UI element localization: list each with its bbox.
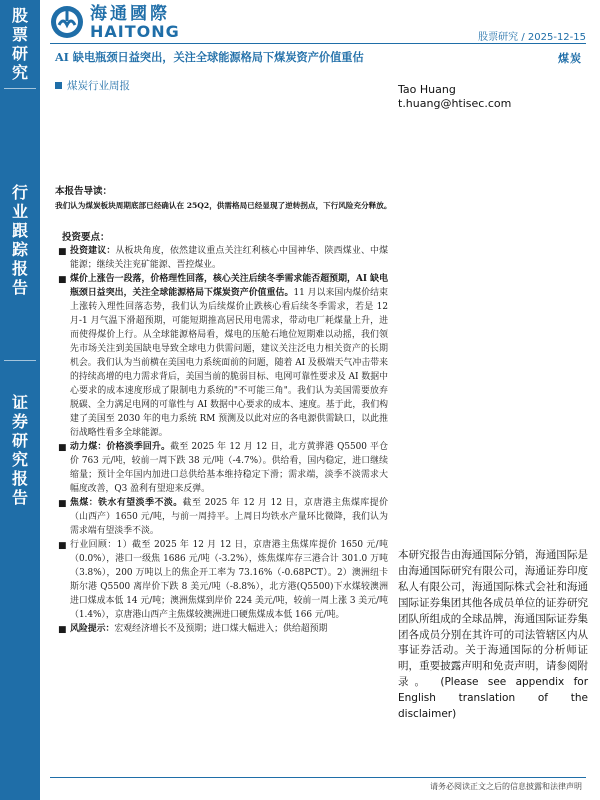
logo-en-text: HAITONG — [90, 21, 180, 41]
haitong-logo-icon — [50, 5, 84, 39]
bullet-icon: ■ — [58, 625, 67, 635]
haitong-logo — [50, 4, 180, 40]
sidebar-char: 究 — [11, 63, 28, 82]
point-text: 行业回顾：1）截至 2025 年 12 月 12 日，京唐港主焦煤库提价 1650 元/吨（0.0%），港口一级焦 1686 元/吨（-3.2%），炼焦煤库存三港合计 301.0 万吨（3.8%），200 万吨以上的焦企开工率为 73.16%（-0.68PCT）。2）澳洲纽卡斯尔港 Q5500 离岸价下跌 8 美元/吨（-8.8%），北方港(Q5500)下水煤较澳洲进口煤成本低 14 元/吨；澳洲焦煤到岸价 224 美元/吨，较前一周上涨 3 美元/吨（1.4%），京唐港山西产主焦煤较澳洲进口硬焦煤成本低 166 元/吨。 — [70, 540, 388, 620]
key-points-list — [58, 244, 388, 636]
report-type-date: 股票研究 / 2025-12-15 — [478, 32, 586, 43]
sidebar-char: 告 — [11, 488, 28, 507]
sidebar-label-securities-report — [0, 393, 40, 507]
point-lead: 焦煤：铁水有望淡季不淡。 — [70, 498, 183, 508]
point-text: 从板块角度，依然建议重点关注红利核心中国神华、陕西煤业、中煤能源；继续关注兖矿能源、晋控煤业。 — [70, 246, 389, 270]
sidebar-char: 行 — [11, 183, 28, 202]
sidebar-char: 业 — [11, 202, 28, 221]
list-item — [58, 272, 388, 440]
sidebar-char: 告 — [11, 278, 28, 297]
report-title: AI 缺电瓶颈日益突出，关注全球能源格局下煤炭资产价值重估 — [55, 50, 364, 64]
point-lead: 投资建议： — [70, 246, 116, 256]
sidebar-char: 究 — [11, 450, 28, 469]
list-item — [58, 496, 388, 538]
point-text: 截至 2025 年 12 月 12 日，京唐港主焦煤库提价（山西产）1650 元/吨，与前一周持平。上周日均铁水产量环比微降，我们认为需求端有望淡季不淡。 — [70, 498, 388, 536]
footer-note: 请务必阅读正文之后的信息披露和法律声明 — [430, 782, 582, 791]
sidebar-divider — [4, 360, 36, 361]
bullet-icon: ■ — [58, 275, 67, 285]
guide-text: 我们认为煤炭板块周期底部已经确认在 25Q2，供需格局已经显现了逆转拐点，下行风险充分释放。 — [55, 201, 392, 210]
left-sidebar — [0, 0, 40, 800]
analyst-email[interactable]: t.huang@htisec.com — [398, 97, 512, 110]
sidebar-char: 券 — [11, 412, 28, 431]
sidebar-label-stock-research — [0, 6, 40, 82]
sidebar-char: 票 — [11, 25, 28, 44]
logo-cn-text: 海通國際 — [90, 3, 170, 24]
list-item — [58, 440, 388, 496]
bullet-icon: ■ — [58, 499, 67, 509]
disclaimer-en: (Please see appendix for English translation of the disclaimer) — [398, 676, 589, 721]
footer-divider — [50, 777, 586, 778]
sidebar-char: 报 — [11, 469, 28, 488]
guide-heading: 本报告导读： — [55, 186, 113, 197]
report-subtitle — [55, 78, 130, 93]
bullet-icon: ■ — [58, 541, 67, 551]
analyst-name: Tao Huang — [398, 83, 456, 96]
industry-label: 煤炭 — [558, 52, 582, 65]
sidebar-char: 报 — [11, 259, 28, 278]
point-lead: 动力煤：价格淡季回升。 — [70, 442, 171, 452]
list-item — [58, 538, 388, 622]
sidebar-char: 踪 — [11, 240, 28, 259]
sidebar-char: 研 — [11, 431, 28, 450]
point-text: 11 月以来国内煤价结束上涨转入理性回落态势，我们认为后续煤价止跌核心看后续冬季需求，若是 12 月-1 月气温下滑超预期，可能短期推高居民用电需求，带动电厂耗煤量上升，进而使得煤价上行。从全球能源格局看，煤电的压舱石地位短期难以动摇，我们领先市场关注到美国缺电导致全球电力供需问题，建议关注泛电力相关资产的长期机会。我们认为当前横在美国电力系统面前的问题，随着 AI 及极端天气冲击带来的持续高增的电力需求背后，美国当前的脆弱目标、电网可靠性要求及 AI 数据中心要求的成本速度形成了限制电力系统的"不可能三角"。我们认为美国需要放弃脱碳、全力满足电网的可靠性与 AI 数据中心要求的成本、速度。基于此，我们构建了美国至 2030 年的电力系统 RM 预测及以此对应的各电源供需缺口，以此推衍战略性看多全球能源。 — [70, 288, 388, 438]
sidebar-char: 股 — [11, 6, 28, 25]
sidebar-char: 跟 — [11, 221, 28, 240]
sidebar-divider — [4, 88, 36, 89]
subtitle-text: 煤炭行业周报 — [67, 80, 130, 92]
bullet-icon: ■ — [58, 443, 67, 453]
sidebar-char: 研 — [11, 44, 28, 63]
disclaimer-cn: 本研究报告由海通国际分销，海通国际是由海通国际研究有限公司，海通证券印度私人有限公司，海通国际株式会社和海通国际证券集团其他各成员单位的证券研究团队所组成的全球品牌，海通国际证券集团各成员分别在其许可的司法管辖区内从事证券活动。关于海通国际的分析师证明，重要披露声明和免责声明，请参阅附录。 — [398, 549, 588, 689]
header-divider — [50, 43, 586, 44]
sidebar-label-industry-tracking — [0, 183, 40, 297]
point-text: 截至 2025 年 12 月 12 日，北方黄骅港 Q5500 平仓价 763 元/吨，较前一周下跌 38 元/吨（-4.7%）。供给看，国内稳定，进口继续缩量；预计全年国内加进口总供给基本维持稳定下滑；需求端，淡季不淡需求大幅度改善，Q3 盈利有望迎来反弹。 — [70, 442, 388, 494]
list-item — [58, 244, 388, 272]
sidebar-char: 证 — [11, 393, 28, 412]
square-bullet-icon — [55, 82, 62, 89]
bullet-icon: ■ — [58, 247, 67, 257]
list-item — [58, 622, 388, 636]
disclaimer — [398, 548, 588, 723]
point-lead: 煤价上涨告一段落，价格理性回落，核心关注后续冬季需求能否超预期，AI 缺电瓶颈日益突出，关注全球能源格局下煤炭资产价值重估。 — [70, 274, 388, 298]
analyst-info — [398, 83, 511, 111]
point-text: 宏观经济增长不及预期；进口煤大幅进入；供给超预期 — [114, 624, 328, 634]
point-lead: 风险提示： — [70, 624, 115, 634]
key-points-heading: 投资要点： — [62, 232, 110, 243]
